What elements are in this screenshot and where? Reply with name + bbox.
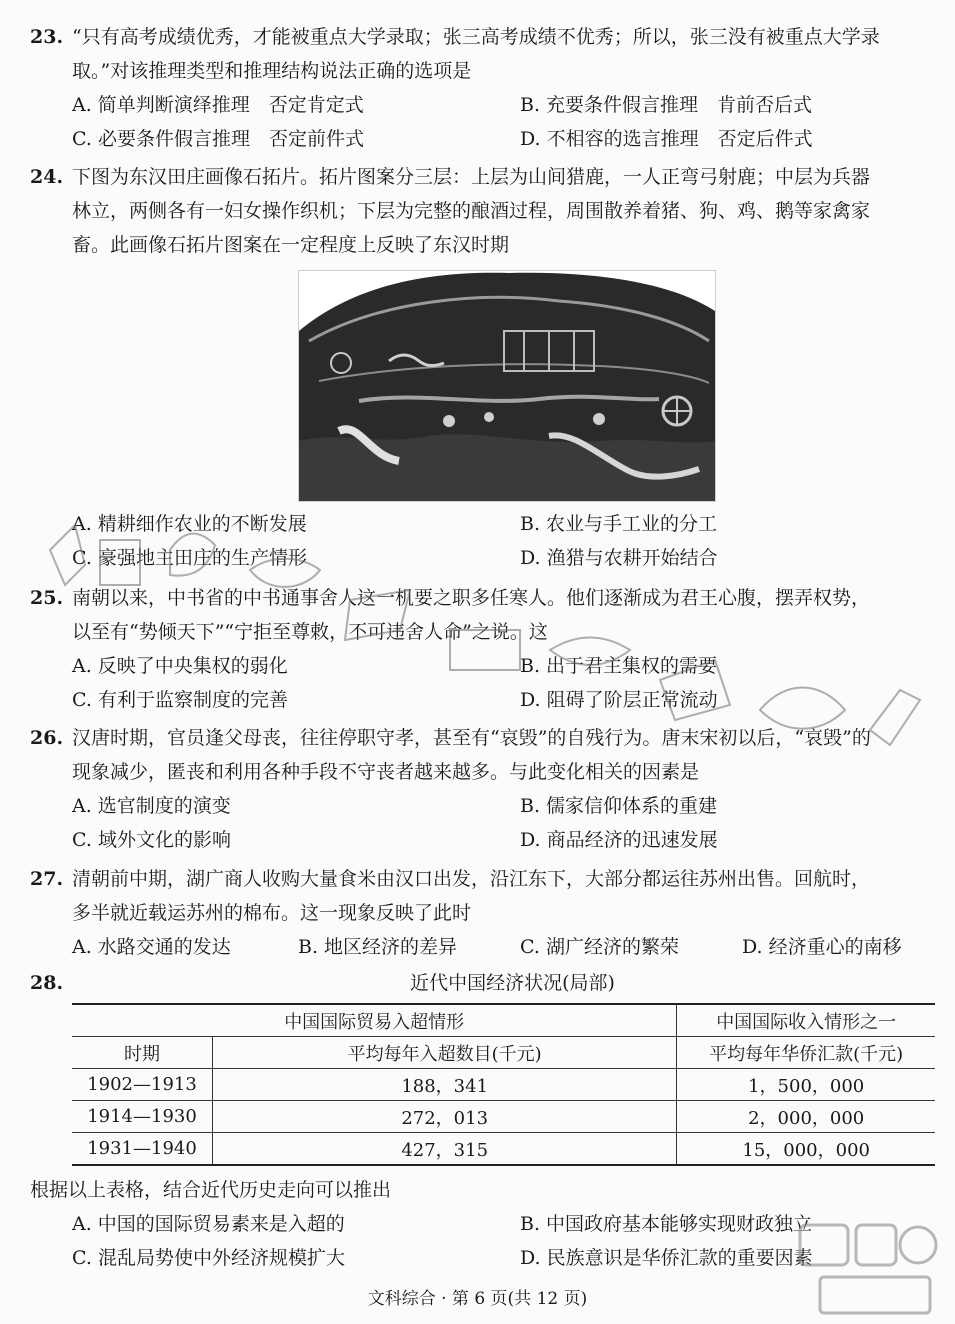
- options-row: [30, 930, 935, 964]
- table-header-cell: 平均每年华侨汇款(千元): [677, 1037, 935, 1069]
- option-b[interactable]: B. 地区经济的差异: [298, 936, 458, 958]
- economy-table: [72, 1003, 935, 1166]
- question-number: 28.: [30, 972, 64, 994]
- page-footer: 文科综合 · 第 6 页(共 12 页): [367, 1289, 588, 1309]
- option-d[interactable]: D. 渔猎与农耕开始结合: [520, 547, 718, 569]
- table-group-header-row: [72, 1004, 935, 1037]
- question-number: 24.: [30, 166, 64, 188]
- option-c[interactable]: C. 必要条件假言推理 否定前件式: [72, 128, 364, 150]
- question-stem-line: 现象减少，匿丧和利用各种手段不守丧者越来越多。与此变化相关的因素是: [72, 761, 700, 783]
- option-c[interactable]: C. 湖广经济的繁荣: [520, 936, 679, 958]
- option-c[interactable]: C. 有利于监察制度的完善: [72, 689, 288, 711]
- options-row: [30, 122, 935, 156]
- table-cell: 427，315: [213, 1133, 677, 1166]
- options-row: [30, 649, 935, 683]
- option-d[interactable]: D. 不相容的选言推理 否定后件式: [520, 128, 813, 150]
- question-number: 27.: [30, 868, 64, 890]
- table-row: [72, 1101, 935, 1133]
- watermark-logo-icon: [790, 1215, 940, 1320]
- option-c[interactable]: C. 域外文化的影响: [72, 829, 231, 851]
- table-cell: 2，000，000: [677, 1101, 935, 1133]
- question-24: [30, 160, 935, 262]
- question-26: [30, 721, 935, 857]
- question-stem-line: 取。”对该推理类型和推理结构说法正确的选项是: [72, 60, 472, 82]
- option-d[interactable]: D. 经济重心的南移: [742, 936, 902, 958]
- options-row: [30, 507, 935, 541]
- table-header-cell: 时期: [72, 1037, 213, 1069]
- question-28-header: [30, 966, 935, 1000]
- option-c[interactable]: C. 豪强地主田庄的生产情形: [72, 547, 307, 569]
- option-a[interactable]: A. 水路交通的发达: [72, 936, 231, 958]
- question-25: [30, 581, 935, 717]
- question-stem-line: 林立，两侧各有一妇女操作织机；下层为完整的酿酒过程，周围散养着猪、狗、鸡、鹅等家禽家: [72, 200, 871, 222]
- table-cell: 1，500，000: [677, 1069, 935, 1101]
- table-group-header: 中国国际贸易入超情形: [72, 1004, 677, 1037]
- question-stem-line: 南朝以来，中书省的中书通事舍人这一机要之职多任寒人。他们逐渐成为君王心腹，摆弄权势，: [72, 587, 871, 609]
- table-row: [72, 1069, 935, 1101]
- table-cell: 188，341: [213, 1069, 677, 1101]
- options-row: [30, 683, 935, 717]
- option-b[interactable]: B. 中国政府基本能够实现财政独立: [520, 1213, 813, 1235]
- table-cell: 1914—1930: [72, 1101, 213, 1133]
- question-number: 25.: [30, 587, 64, 609]
- table-caption: 近代中国经济状况(局部): [410, 972, 615, 994]
- table-cell: 15，000，000: [677, 1133, 935, 1166]
- question-stem-line: 以至有“势倾天下”“宁拒至尊敕，不可违舍人命”之说。这: [72, 621, 548, 643]
- option-b[interactable]: B. 充要条件假言推理 肯前否后式: [520, 94, 813, 116]
- option-a[interactable]: A. 精耕细作农业的不断发展: [72, 513, 307, 535]
- question-stem-line: 清朝前中期，湖广商人收购大量食米由汉口出发，沿江东下，大部分都运往苏州出售。回航时，: [72, 868, 871, 890]
- table-cell: 1931—1940: [72, 1133, 213, 1166]
- option-b[interactable]: B. 出于君主集权的需要: [520, 655, 718, 677]
- question-stem-line: 下图为东汉田庄画像石拓片。拓片图案分三层：上层为山间猎鹿，一人正弯弓射鹿；中层为兵器: [72, 166, 871, 188]
- question-stem-line: 根据以上表格，结合近代历史走向可以推出: [30, 1179, 392, 1201]
- stone-rubbing-illustration: [299, 271, 715, 501]
- question-stem-line: 多半就近载运苏州的棉布。这一现象反映了此时: [72, 902, 472, 924]
- option-b[interactable]: B. 农业与手工业的分工: [520, 513, 718, 535]
- question-stem-line: 畜。此画像石拓片图案在一定程度上反映了东汉时期: [72, 234, 510, 256]
- option-a[interactable]: A. 反映了中央集权的弱化: [72, 655, 288, 677]
- option-c[interactable]: C. 混乱局势使中外经济规模扩大: [72, 1247, 345, 1269]
- option-a[interactable]: A. 中国的国际贸易素来是入超的: [72, 1213, 345, 1235]
- question-27: [30, 862, 935, 964]
- question-24-options: [30, 507, 935, 575]
- option-a[interactable]: A. 选官制度的演变: [72, 795, 231, 817]
- options-row: [30, 823, 935, 857]
- options-row: [30, 88, 935, 122]
- table-header-cell: 平均每年入超数目(千元): [213, 1037, 677, 1069]
- option-b[interactable]: B. 儒家信仰体系的重建: [520, 795, 718, 817]
- options-row: [30, 789, 935, 823]
- table-row: [72, 1133, 935, 1166]
- question-stem-line: 汉唐时期，官员逢父母丧，往往停职守孝，甚至有“哀毁”的自残行为。唐末宋初以后，“哀毁”的: [72, 727, 871, 749]
- option-a[interactable]: A. 简单判断演绎推理 否定肯定式: [72, 94, 364, 116]
- option-d[interactable]: D. 阻碍了阶层正常流动: [520, 689, 718, 711]
- table-cell: 1902—1913: [72, 1069, 213, 1101]
- question-stem-line: “只有高考成绩优秀，才能被重点大学录取；张三高考成绩不优秀；所以，张三没有被重点大学录: [72, 26, 880, 48]
- question-23: [30, 20, 935, 156]
- stone-rubbing-image: [298, 270, 716, 502]
- options-row: [30, 541, 935, 575]
- question-number: 23.: [30, 26, 64, 48]
- option-d[interactable]: D. 商品经济的迅速发展: [520, 829, 718, 851]
- option-d[interactable]: D. 民族意识是华侨汇款的重要因素: [520, 1247, 813, 1269]
- table-cell: 272，013: [213, 1101, 677, 1133]
- table-header-row: [72, 1037, 935, 1069]
- question-number: 26.: [30, 727, 64, 749]
- table-group-header: 中国国际收入情形之一: [677, 1004, 935, 1037]
